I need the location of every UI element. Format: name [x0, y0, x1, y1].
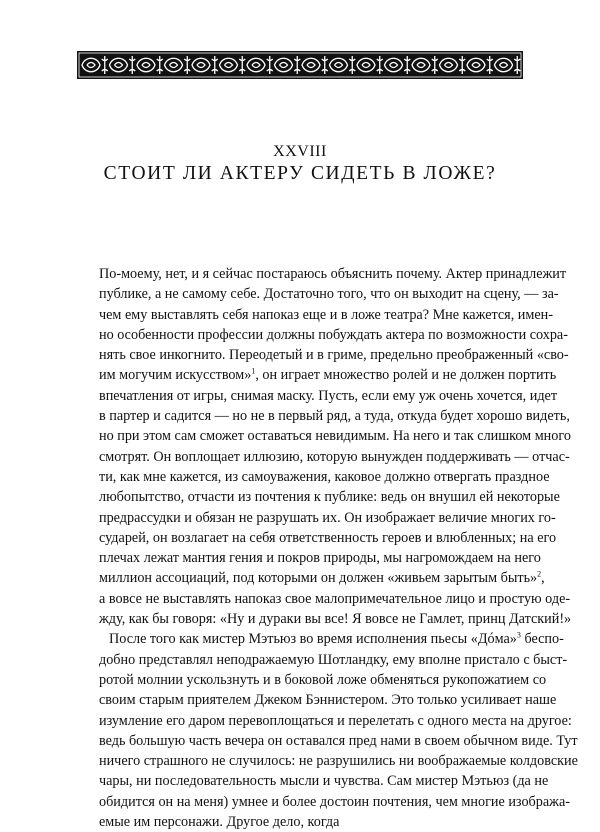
- text-line: [99, 568, 545, 588]
- text-segment: им могучим искусством»: [99, 367, 252, 384]
- footnote-marker: 3: [516, 630, 521, 640]
- chapter-number: XXVIII: [273, 143, 327, 160]
- text-segment: , он играет множество ролей и не должен портить: [255, 367, 557, 384]
- text-segment: ,: [541, 570, 545, 587]
- text-segment: беспо-: [520, 631, 564, 648]
- text-line: чары, ни последовательность мысли и чувства. Сам мистер Мэтьюз (да не: [99, 773, 549, 790]
- text-line: а вовсе не выставлять напоказ свое малопримечательное лицо и простую оде-: [99, 590, 571, 607]
- text-line: смотрят. Он воплощает иллюзию, которую вынужден поддерживать — отчас-: [99, 448, 570, 465]
- text-line: жду, как бы говоря: «Ну и дураки вы все! Я вовсе не Гамлет, принц Датский!»: [99, 611, 572, 628]
- text-line: [99, 629, 564, 649]
- text-line: ничего страшного не случилось: не разрушились ни воображаемые колдовские: [99, 753, 578, 770]
- text-line: своим старым приятелем Джеком Бэннистером. Это только усиливает наше: [99, 692, 557, 709]
- text-line: обидится он на меня) умнее и более достоин почтения, чем многие изобража-: [99, 793, 570, 810]
- text-line: ротой молнии ускользнуть и в боковой ложе обменяться рукопожатием со: [99, 671, 547, 688]
- text-line: чем ему выставлять себя напоказ еще и в ложе театра? Мне кажется, имен-: [99, 306, 553, 323]
- body-text: [99, 264, 578, 832]
- text-line: любопытство, отчасти из почтения к публике: ведь он внушил ей некоторые: [99, 489, 560, 506]
- text-line: в партер и садится — но не в первый ряд, а туда, откуда будет хорошо видеть,: [99, 408, 570, 425]
- text-segment: миллион ассоциаций, под которыми он должен «живьем зарытым быть»: [99, 570, 538, 587]
- text-line: предрассудки и обязан не разрушать их. Он изображает величие многих го-: [99, 509, 556, 526]
- text-line: емые им персонажи. Другое дело, когда: [99, 814, 340, 831]
- text-line: публике, а не самому себе. Достаточно того, что он выходит на сцену, — за-: [99, 286, 559, 303]
- text-line: По-моему, нет, и я сейчас постараюсь объяснить почему. Актер принадлежит: [99, 266, 567, 282]
- text-line: впечатления от игры, снимая маску. Пусть, если ему уж очень хочется, идет: [99, 387, 558, 404]
- text-line: сударей, он возлагает на себя ответственность героев и влюбленных; на его: [99, 529, 557, 546]
- text-line: изумление его даром перевоплощаться и перелетать с одного места на другое:: [99, 712, 572, 729]
- chapter-title: СТОИТ ЛИ АКТЕРУ СИДЕТЬ В ЛОЖЕ?: [103, 163, 497, 184]
- footnote-marker: 2: [537, 569, 542, 579]
- text-line: нять свое инкогнито. Переодетый и в гриме, предельно преображенный «сво-: [99, 347, 569, 364]
- text-line: ти, как мне кажется, из самоуважения, каковое должно отвергать праздное: [99, 468, 550, 485]
- text-line: но при этом сам сможет оставаться невидимым. На него и так слишком много: [99, 428, 571, 445]
- text-line: добно представлял неподражаемую Шотландку, ему вполне пристало с быст-: [99, 651, 568, 668]
- footnote-marker: 1: [251, 366, 256, 376]
- text-line: ведь большую часть вечера он оставался пред нами в своем обычном виде. Тут: [99, 732, 578, 749]
- text-segment: После того как мистер Мэтьюз во время исполнения пьесы «Дóма»: [109, 631, 517, 648]
- text-line: [99, 365, 557, 385]
- ornament-header-band: [77, 51, 523, 79]
- text-line: но особенности профессии должны побуждать актера по возможности сохра-: [99, 326, 568, 343]
- text-line: плечах лежат мантия гения и покров природы, мы нагромождаем на него: [99, 550, 541, 567]
